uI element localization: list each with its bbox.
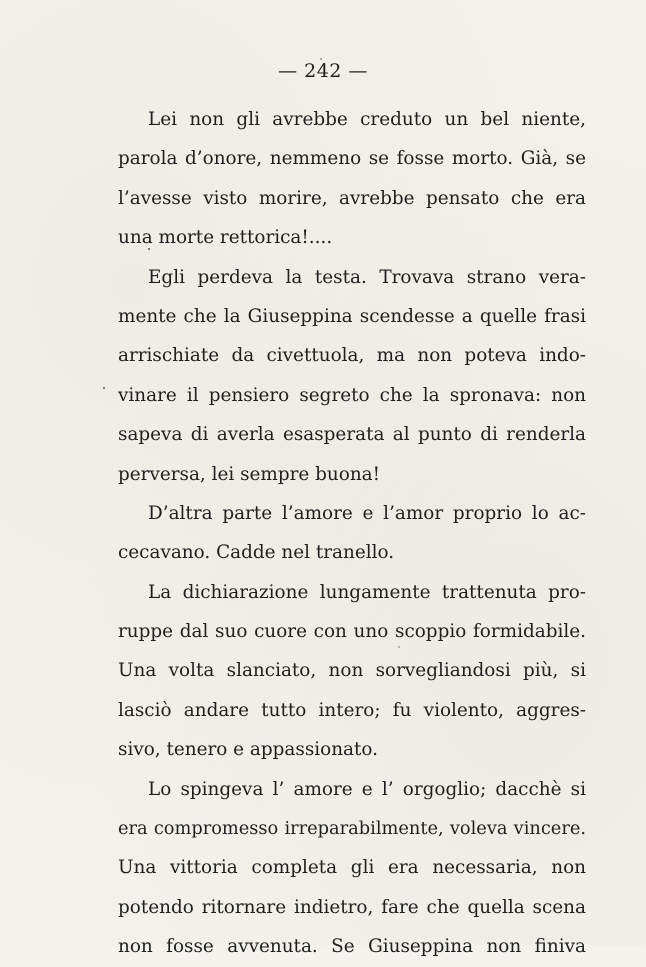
body-text [118,100,586,967]
text-line: Lo spingeva l’ amore e l’ orgoglio; dacchè si [148,778,586,800]
page-number: — 242 — [278,60,368,82]
text-line: ruppe dal suo cuore con uno scoppio formidabile. [118,621,586,643]
text-line: non fosse avvenuta. Se Giuseppina non finiva [118,936,586,958]
text-line: D’altra parte l’amore e l’amor proprio lo ac- [148,502,586,524]
text-line: sapeva di averla esasperata al punto di renderla [118,424,586,446]
scan-speck [103,387,105,389]
text-line: La dichiarazione lungamente trattenuta pro- [148,581,586,603]
text-line: una morte rettorica!.... [118,227,333,249]
text-line: era compromesso irreparabilmente, voleva vincere. [118,818,586,840]
text-line: lasciò andare tutto intero; fu violento, aggres- [118,699,586,721]
text-line: l’avesse visto morire, avrebbe pensato che era [118,187,586,209]
text-line: Lei non gli avrebbe creduto un bel niente, [148,109,586,130]
text-line: vinare il pensiero segreto che la spronava: non [118,384,586,406]
text-line: Egli perdeva la testa. Trovava strano vera- [148,266,586,288]
text-line: parola d’onore, nemmeno se fosse morto. Già, se [118,148,586,170]
scan-speck [320,58,322,60]
text-line: sivo, tenero e appassionato. [118,739,379,761]
text-line: Una vittoria completa gli era necessaria, non [118,857,586,879]
text-line: potendo ritornare indietro, fare che quella scena [118,896,586,918]
scan-speck [398,646,400,648]
text-line: cecavano. Cadde nel tranello. [118,542,395,564]
text-line: Una volta slanciato, non sorvegliandosi più, si [118,660,586,682]
text-line: perversa, lei sempre buona! [118,463,381,485]
scan-speck [148,248,150,250]
text-line: arrischiate da civettuola, ma non poteva indo- [118,345,586,367]
text-line: mente che la Giuseppina scendesse a quelle frasi [118,305,586,327]
